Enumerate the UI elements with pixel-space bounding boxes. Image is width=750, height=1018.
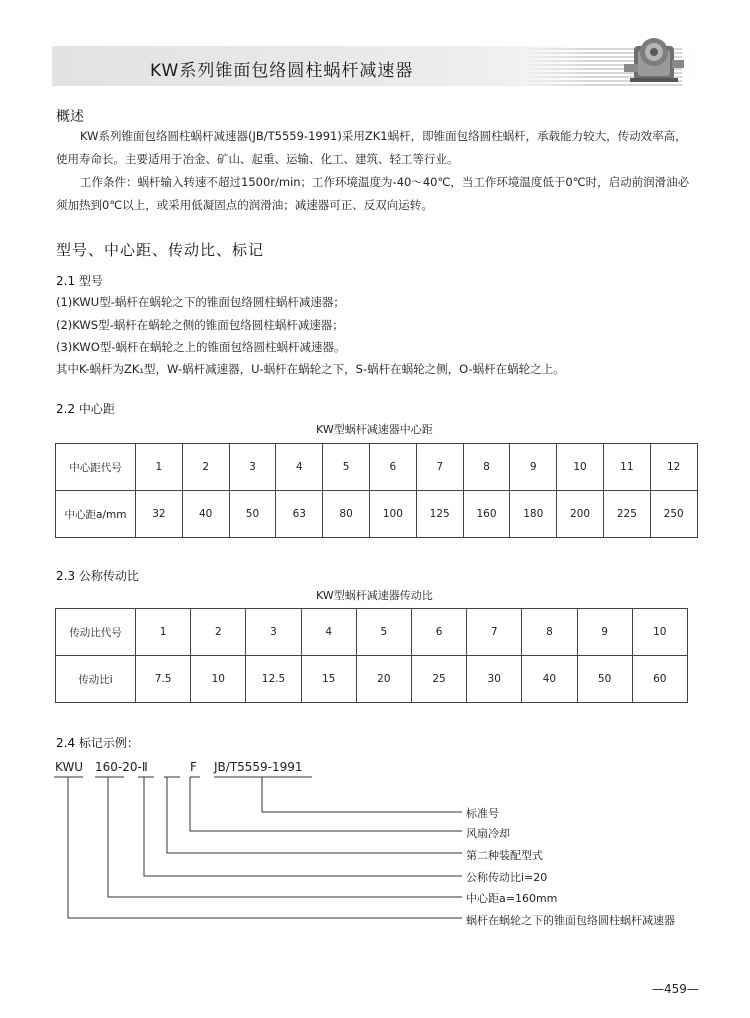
mark-code-standard: JB/T5559-1991: [214, 760, 303, 774]
table-cell: 7.5: [136, 656, 191, 703]
overview-paragraph-1-line-2: 使用寿命长。主要适用于冶金、矿山、起重、运输、化工、建筑、轻工等行业。: [56, 152, 459, 166]
table-cell: 20: [356, 656, 411, 703]
table-cell: 5: [356, 609, 411, 656]
table-cell: 9: [510, 444, 557, 491]
mark-code-kwu: KWU: [55, 760, 84, 774]
table-cell: 8: [463, 444, 510, 491]
ratio-heading: 2.3 公称传动比: [56, 569, 139, 583]
table-cell: 50: [577, 656, 632, 703]
table-cell: 10: [191, 656, 246, 703]
page-number: —459—: [652, 982, 699, 996]
table-cell: 1: [136, 609, 191, 656]
table-cell: 8: [522, 609, 577, 656]
table-cell: 80: [323, 491, 370, 538]
mark-code-size: 160-20-Ⅱ: [95, 760, 148, 774]
row-label: 中心距a/mm: [56, 491, 136, 538]
table-cell: 225: [603, 491, 650, 538]
mark-code-cooling: F: [190, 760, 197, 774]
table-cell: 2: [182, 444, 229, 491]
table-cell: 12.5: [246, 656, 301, 703]
model-heading: 2.1 型号: [56, 274, 103, 288]
center-distance-heading: 2.2 中心距: [56, 402, 115, 416]
ratio-table-title: KW型蜗杆减速器传动比: [316, 589, 433, 602]
legend-center-distance: 中心距a=160mm: [466, 892, 558, 905]
table-cell: 11: [603, 444, 650, 491]
table-cell: 1: [136, 444, 183, 491]
table-cell: 5: [323, 444, 370, 491]
overview-paragraph-2-line-1: 工作条件：蜗杆输入转速不超过1500r/min；工作环境温度为-40～40℃，当工作环境温度低于0℃时，启动前润滑油必: [80, 175, 690, 189]
table-cell: 6: [369, 444, 416, 491]
table-cell: 3: [246, 609, 301, 656]
table-cell: 63: [276, 491, 323, 538]
table-cell: 7: [467, 609, 522, 656]
table-cell: 12: [650, 444, 697, 491]
overview-heading: 概述: [56, 109, 84, 125]
table-cell: 9: [577, 609, 632, 656]
overview-paragraph-2-line-2: 须加热到0℃以上，或采用低凝固点的润滑油；减速器可正、反双向运转。: [56, 198, 433, 212]
legend-reducer-type: 蜗杆在蜗轮之下的锥面包络圆柱蜗杆减速器: [466, 914, 675, 927]
table-cell: 15: [301, 656, 356, 703]
model-line-2: (2)KWS型-蜗杆在蜗轮之侧的锥面包络圆柱蜗杆减速器；: [56, 318, 344, 332]
table-cell: 10: [632, 609, 687, 656]
table-cell: 4: [276, 444, 323, 491]
table-cell: 160: [463, 491, 510, 538]
page-title: KW系列锥面包络圆柱蜗杆减速器: [150, 61, 414, 81]
table-cell: 25: [411, 656, 466, 703]
table-cell: 250: [650, 491, 697, 538]
table-cell: 4: [301, 609, 356, 656]
center-distance-table-title: KW型蜗杆减速器中心距: [316, 423, 433, 436]
table-cell: 60: [632, 656, 687, 703]
table-cell: 6: [411, 609, 466, 656]
table-cell: 50: [229, 491, 276, 538]
legend-assembly-type: 第二种装配型式: [466, 849, 543, 862]
row-label: 传动比i: [56, 656, 136, 703]
row-label: 中心距代号: [56, 444, 136, 491]
marking-heading: 2.4 标记示例：: [56, 736, 139, 750]
table-cell: 30: [467, 656, 522, 703]
overview-paragraph-1-line-1: KW系列锥面包络圆柱蜗杆减速器(JB/T5559-1991)采用ZK1蜗杆，即锥面包络圆柱蜗杆，承载能力较大，传动效率高，: [80, 129, 687, 143]
table-cell: 180: [510, 491, 557, 538]
table-cell: 200: [557, 491, 604, 538]
row-label: 传动比代号: [56, 609, 136, 656]
legend-fan-cooling: 风扇冷却: [466, 827, 510, 840]
table-cell: 2: [191, 609, 246, 656]
legend-standard: 标准号: [466, 807, 499, 820]
model-line-3: (3)KWO型-蜗杆在蜗轮之上的锥面包络圆柱蜗杆减速器。: [56, 340, 346, 354]
model-line-4: 其中K-蜗杆为ZK₁型，W-蜗杆减速器，U-蜗杆在蜗轮之下，S-蜗杆在蜗轮之侧，O-蜗杆在蜗轮之上。: [56, 362, 565, 376]
section-heading: 型号、中心距、传动比、标记: [56, 241, 265, 259]
table-cell: 10: [557, 444, 604, 491]
table-cell: 40: [182, 491, 229, 538]
table-cell: 32: [136, 491, 183, 538]
table-cell: 100: [369, 491, 416, 538]
table-cell: 3: [229, 444, 276, 491]
legend-ratio: 公称传动比i=20: [466, 871, 548, 884]
model-line-1: (1)KWU型-蜗杆在蜗轮之下的锥面包络圆柱蜗杆减速器；: [56, 295, 345, 309]
table-cell: 40: [522, 656, 577, 703]
table-cell: 7: [416, 444, 463, 491]
table-cell: 125: [416, 491, 463, 538]
